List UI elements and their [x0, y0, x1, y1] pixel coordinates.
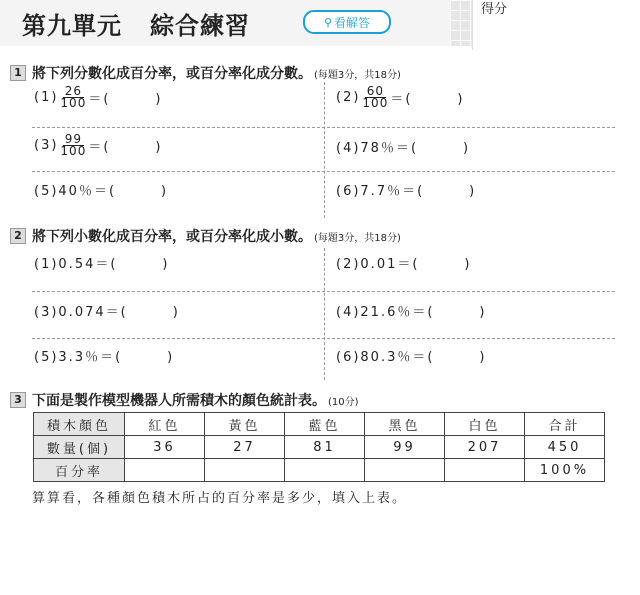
table-cell: 百分率 — [34, 459, 125, 482]
fraction-numerator: 26 — [64, 84, 83, 98]
q2-item-3: (3)0.074＝( ) — [34, 305, 180, 320]
q1-score: (每題3分，共18分) — [314, 69, 401, 81]
q1-item-1 — [34, 86, 162, 109]
fraction-denominator: 100 — [60, 144, 87, 158]
table-cell: 積木顏色 — [34, 413, 125, 436]
q3-number: 3 — [10, 392, 26, 408]
fraction — [362, 86, 388, 109]
answer-cell[interactable] — [365, 459, 445, 482]
answer-cell[interactable] — [285, 459, 365, 482]
table-cell: 81 — [285, 436, 365, 459]
q2-title: 將下列小數化成百分率，或百分率化成小數。 — [32, 229, 312, 245]
table-cell: 黑色 — [365, 413, 445, 436]
column-divider — [324, 82, 325, 218]
table-cell: 紅色 — [125, 413, 205, 436]
q1-title: 將下列分數化成百分率，或百分率化成分數。 — [32, 66, 312, 82]
table-cell: 100% — [525, 459, 605, 482]
unit-label: 第九單元 — [22, 11, 122, 40]
score-box — [472, 0, 640, 50]
q1-item-2 — [336, 86, 464, 109]
q1-item-5: (5)40％＝( ) — [34, 184, 169, 199]
table-cell: 黃色 — [205, 413, 285, 436]
q2-item-4: (4)21.6％＝( ) — [336, 305, 487, 320]
q3-instruction: 算算看，各種顏色積木所占的百分率是多少，填入上表。 — [32, 491, 408, 506]
fraction-numerator: 99 — [64, 132, 83, 146]
q1-heading — [10, 63, 401, 83]
q1-item-6: (6)7.7％＝( ) — [336, 184, 477, 199]
page-title — [22, 6, 250, 41]
section-label: 綜合練習 — [150, 11, 250, 40]
q1-item-3-prefix: (3) — [34, 138, 59, 153]
q1-number: 1 — [10, 65, 26, 81]
table-cell: 白色 — [445, 413, 525, 436]
answer-cell[interactable] — [445, 459, 525, 482]
q3-title: 下面是製作模型機器人所需積木的顏色統計表。 — [32, 393, 326, 409]
table-cell: 450 — [525, 436, 605, 459]
table-cell: 207 — [445, 436, 525, 459]
view-answers-button[interactable] — [303, 10, 391, 34]
q2-item-2: (2)0.01＝( ) — [336, 257, 472, 272]
answer-cell[interactable] — [125, 459, 205, 482]
table-header-row — [34, 413, 605, 436]
q1-item-1-blank: ＝( ) — [88, 92, 163, 107]
fraction-denominator: 100 — [362, 96, 389, 110]
view-answers-label: 看解答 — [334, 15, 371, 30]
q2-item-6: (6)80.3％＝( ) — [336, 350, 487, 365]
q3-score: (10分) — [328, 396, 359, 408]
table-cell: 27 — [205, 436, 285, 459]
fraction — [60, 86, 86, 109]
q1-item-2-prefix: (2) — [336, 90, 361, 105]
answer-cell[interactable] — [205, 459, 285, 482]
q2-score: (每題3分，共18分) — [314, 232, 401, 244]
table-cell: 合計 — [525, 413, 605, 436]
table-row — [34, 436, 605, 459]
fraction-denominator: 100 — [60, 96, 87, 110]
table-cell: 99 — [365, 436, 445, 459]
q2-heading — [10, 226, 401, 246]
q3-heading — [10, 390, 359, 410]
fraction — [60, 134, 86, 157]
q2-item-1: (1)0.54＝( ) — [34, 257, 170, 272]
table-cell: 數量(個) — [34, 436, 125, 459]
q1-item-3-blank: ＝( ) — [88, 140, 163, 155]
column-divider — [324, 248, 325, 380]
color-stats-table — [33, 412, 605, 482]
fraction-numerator: 60 — [366, 84, 385, 98]
score-label: 得分 — [481, 2, 508, 17]
q1-item-2-blank: ＝( ) — [390, 92, 465, 107]
table-cell: 藍色 — [285, 413, 365, 436]
q1-item-4: (4)78％＝( ) — [336, 141, 471, 156]
q1-item-3 — [34, 134, 162, 157]
magnifier-icon: ⚲ — [323, 15, 333, 29]
table-row — [34, 459, 605, 482]
table-cell: 36 — [125, 436, 205, 459]
q2-item-5: (5)3.3％＝( ) — [34, 350, 175, 365]
q1-item-1-prefix: (1) — [34, 90, 59, 105]
q2-number: 2 — [10, 228, 26, 244]
